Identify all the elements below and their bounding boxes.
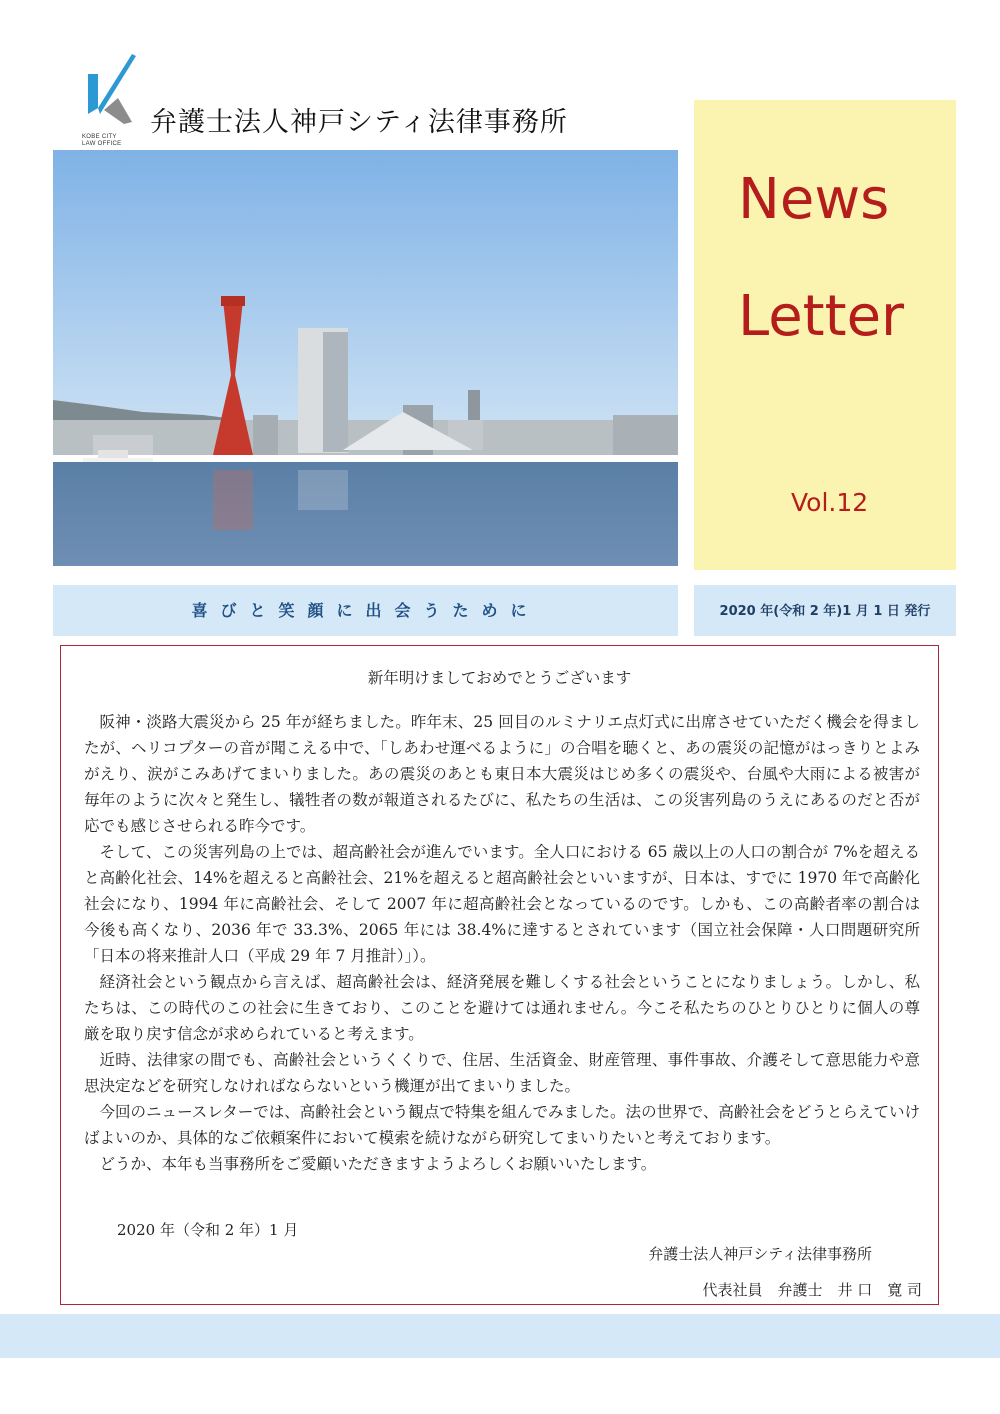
new-year-letter (60, 645, 939, 1305)
letter-paragraph: そして、この災害列島の上では、超高齢社会が進んでいます。全人口における 65 歳以上の人口の割合が 7%を超えると高齢化社会、14%を超えると高齢社会、21%を超えると超高齢社会といいますが、日本は、すでに 1970 年で高齢化社会になり、1994 年に高齢社会、そして 2007 年に超高齢社会となっているのです。しかも、この高齢者率の割合は今後も高くなり、2036 年で 33.3%、2065 年には 38.4%に達するとされています（国立社会保障・人口問題研究所「日本の将来推計人口（平成 29 年 7 月推計）」）。 (84, 843, 920, 965)
letter-greeting: 新年明けましておめでとうございます (367, 669, 632, 687)
letter-body (84, 709, 920, 1177)
firm-name: 弁護士法人神戸シティ法律事務所 (150, 107, 568, 138)
tagline: 喜びと笑顔に出会うために (191, 601, 540, 620)
issue-date-bar (694, 585, 956, 636)
issue-date: 2020 年(令和 2 年)1 月 1 日 発行 (719, 604, 931, 619)
letter-paragraph: 経済社会という観点から言えば、超高齢社会は、経済発展を難しくする社会ということになりましょう。しかし、私たちは、この時代のこの社会に生きており、このことを避けては通れません。今こそ私たちのひとりひとりに個人の尊厳を取り戻す信念が求められていると考えます。 (84, 973, 920, 1043)
volume-number: Vol.12 (791, 488, 869, 517)
signature-representative: 代表社員 弁護士 井 口 寛 司 (702, 1281, 922, 1299)
letter-paragraph: 阪神・淡路大震災から 25 年が経ちました。昨年末、25 回目のルミナリエ点灯式に出席させていただく機会を得ましたが、ヘリコプターの音が聞こえる中で、「しあわせ運べるように」の合唱を聴くと、あの震災の記憶がはっきりとよみがえり、涙がこみあげてまいりました。あの震災のあとも東日本大震災はじめ多くの震災や、台風や大雨による被害が毎年のように次々と発生し、犠牲者の数が報道されるたびに、私たちの生活は、この災害列島のうえにあるのだと否が応でも感じさせられる昨今です。 (84, 713, 920, 835)
tagline-bar (53, 585, 678, 636)
kobe-port-photo (53, 150, 678, 566)
newsletter-title: News Letter (738, 167, 905, 349)
signature-firm: 弁護士法人神戸シティ法律事務所 (648, 1245, 872, 1263)
letter-paragraph: 今回のニュースレターでは、高齢社会という観点で特集を組んでみました。法の世界で、高齢社会をどうとらえていけばよいのか、具体的なご依頼案件において模索を続けながら研究してまいりたいと考えております。 (84, 1103, 920, 1147)
logo-caption: KOBE CITY LAW OFFICE (82, 134, 122, 147)
newsletter-title-box (694, 100, 956, 570)
footer-bar (0, 1314, 1000, 1358)
letter-date: 2020 年（令和 2 年）1 月 (117, 1221, 299, 1239)
letter-paragraph: どうか、本年も当事務所をご愛顧いただきますようよろしくお願いいたします。 (99, 1155, 657, 1173)
letter-paragraph: 近時、法律家の間でも、高齢社会というくくりで、住居、生活資金、財産管理、事件事故、介護そして意思能力や意思決定などを研究しなければならないという機運が出てまいりました。 (84, 1051, 920, 1095)
